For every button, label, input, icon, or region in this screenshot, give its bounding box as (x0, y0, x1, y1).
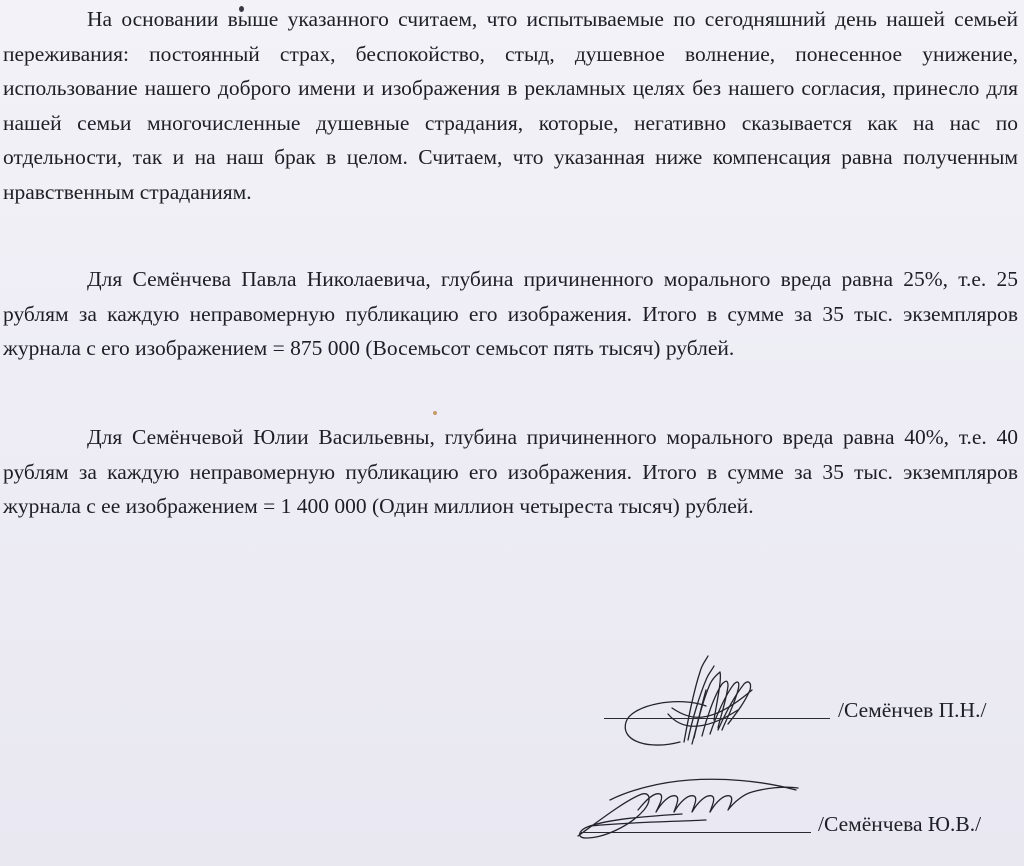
signatory-name: /Семёнчев П.Н./ (838, 698, 987, 722)
paragraph-claim-semenchevа: Для Семёнчевой Юлии Васильевны, глубина причиненного морального вреда равна 40%, т.е. 40 рублям за каждую неправомерную публикацию его изображения. Итого в сумме за 35 тыс. экземпляров журнала с ее изображением = 1 400 000 (Один миллион четыреста тысяч) рублей. (3, 425, 1018, 519)
signatory-name: /Семёнчева Ю.В./ (818, 812, 982, 836)
signature-semenchevа (570, 760, 810, 850)
signature-semenchev (610, 650, 770, 760)
signature-line (604, 718, 830, 719)
paragraph-claim-semenchev: Для Семёнчева Павла Николаевича, глубина причиненного морального вреда равна 25%, т.е. 25 рублям за каждую неправомерную публикацию его изображения. Итого в сумме за 35 тыс. экземпляров журнала с его изображением = 875 000 (Восемьсот семьсот пять тысяч) рублей. (3, 267, 1018, 361)
paragraph-emotional-damage: На основании выше указанного считаем, что испытываемые по сегодняшний день нашей семьей переживания: постоянный страх, беспокойство, стыд, душевное волнение, понесенное унижение, использование нашего доброго имени и изображения в рекламных целях без нашего согласия, принесло для нашей семьи многочисленные душевные страдания, которые, негативно сказывается как на нас по отдельности, так и на наш брак в целом. Считаем, что указанная ниже компенсация равна полученным нравственным страданиям. (3, 7, 1018, 204)
paper-speck (433, 411, 437, 415)
signature-line (581, 832, 811, 833)
